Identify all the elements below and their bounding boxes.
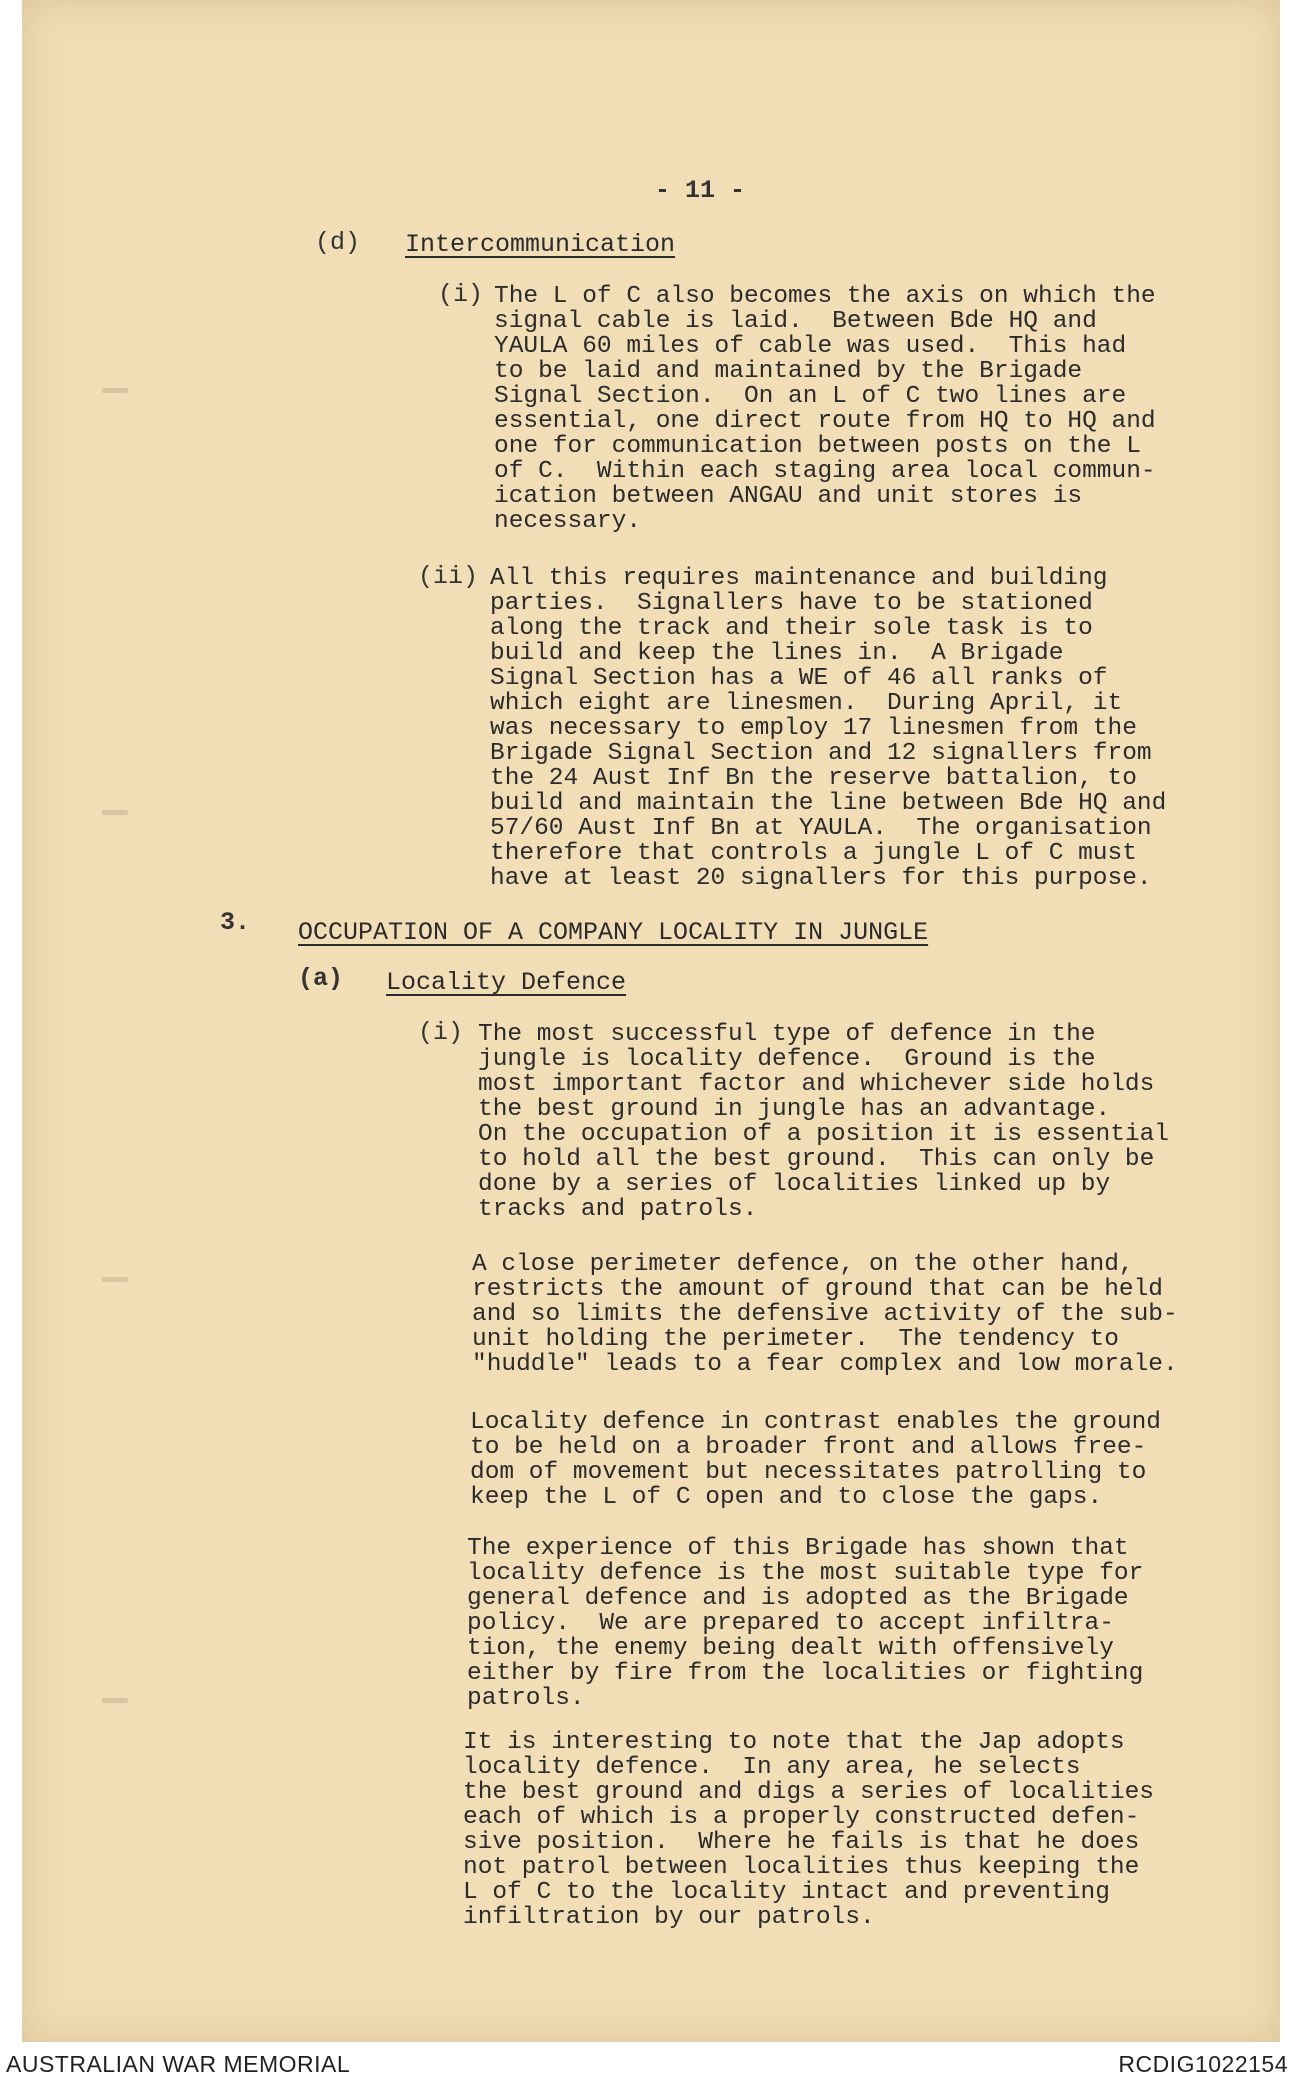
text-line: The most successful type of defence in the [478,1021,1096,1048]
punch-hole-mark [102,1698,128,1703]
text-line: A close perimeter defence, on the other hand, [472,1251,1134,1278]
section-3-heading: OCCUPATION OF A COMPANY LOCALITY IN JUNGLE [298,918,929,947]
text-line: therefore that controls a jungle L of C must [490,840,1137,867]
text-line: signal cable is laid. Between Bde HQ and [494,308,1097,335]
text-line: done by a series of localities linked up by [478,1171,1111,1198]
section-d-marker: (d) [315,228,361,257]
text-line: tion, the enemy being dealt with offensively [467,1635,1114,1662]
section-3-marker: 3. [220,908,251,937]
text-line: Locality defence in contrast enables the ground [470,1409,1162,1436]
para-d-ii-text [490,566,1166,891]
text-line: tracks and patrols. [478,1196,758,1223]
text-line: to hold all the best ground. This can only be [478,1146,1155,1173]
section-d-heading: Intercommunication [405,230,676,259]
para-a-i-marker: (i) [418,1018,464,1047]
text-line: The L of C also becomes the axis on which the [494,283,1156,310]
text-line: each of which is a properly constructed defen- [463,1804,1140,1831]
page-number: - 11 - [655,176,746,205]
text-line: build and keep the lines in. A Brigade [490,640,1064,667]
text-line: ication between ANGAU and unit stores is [494,483,1083,510]
footer-item-id: RCDIG1022154 [1118,2051,1288,2077]
footer-institution: AUSTRALIAN WAR MEMORIAL [6,2051,351,2077]
text-line: "huddle" leads to a fear complex and low morale. [472,1351,1178,1378]
text-line: and so limits the defensive activity of the sub- [472,1301,1178,1328]
paragraph-jap-locality [463,1730,1154,1930]
text-line: have at least 20 signallers for this purpose. [490,865,1152,892]
text-line: one for communication between posts on the L [494,433,1141,460]
text-line: was necessary to employ 17 linesmen from the [490,715,1137,742]
text-line: to be held on a broader front and allows free- [470,1434,1147,1461]
text-line: L of C to the locality intact and preventing [463,1879,1110,1906]
text-line: infiltration by our patrols. [463,1904,875,1931]
text-line: the best ground in jungle has an advantage. [478,1096,1111,1123]
text-line: restricts the amount of ground that can be held [472,1276,1164,1303]
para-d-i-marker: (i) [438,280,484,309]
text-line: All this requires maintenance and building [490,565,1108,592]
text-line: It is interesting to note that the Jap adopts [463,1729,1125,1756]
text-line: sive position. Where he fails is that he does [463,1829,1140,1856]
text-line: locality defence. In any area, he selects [463,1754,1081,1781]
text-line: build and maintain the line between Bde HQ and [490,790,1167,817]
text-line: locality defence is the most suitable type for [467,1560,1144,1587]
text-line: unit holding the perimeter. The tendency to [472,1326,1119,1353]
paragraph-perimeter [472,1252,1178,1377]
text-line: along the track and their sole task is to [490,615,1093,642]
text-line: Signal Section has a WE of 46 all ranks of [490,665,1108,692]
text-line: the best ground and digs a series of localities [463,1779,1155,1806]
paragraph-brigade-experience [467,1536,1143,1711]
text-line: jungle is locality defence. Ground is the [478,1046,1096,1073]
text-line: which eight are linesmen. During April, it [490,690,1123,717]
punch-hole-mark [102,1277,128,1282]
text-line: keep the L of C open and to close the gaps. [470,1484,1103,1511]
text-line: On the occupation of a position it is essential [478,1121,1170,1148]
text-line: most important factor and whichever side holds [478,1071,1155,1098]
text-line: general defence and is adopted as the Brigade [467,1585,1129,1612]
text-line: YAULA 60 miles of cable was used. This had [494,333,1127,360]
text-line: either by fire from the localities or fighting [467,1660,1144,1687]
text-line: Brigade Signal Section and 12 signallers from [490,740,1152,767]
text-line: dom of movement but necessitates patrolling to [470,1459,1147,1486]
text-line: patrols. [467,1685,585,1712]
paragraph-locality-contrast [470,1410,1161,1510]
section-a-marker: (a) [298,964,344,993]
text-line: parties. Signallers have to be stationed [490,590,1093,617]
text-line: of C. Within each staging area local commun- [494,458,1156,485]
archive-footer [0,2042,1294,2082]
para-d-i-text [494,284,1156,534]
text-line: policy. We are prepared to accept infiltra- [467,1610,1114,1637]
text-line: Signal Section. On an L of C two lines are [494,383,1127,410]
section-a-heading: Locality Defence [386,968,627,997]
text-line: The experience of this Brigade has shown that [467,1535,1129,1562]
text-line: not patrol between localities thus keeping the [463,1854,1140,1881]
text-line: the 24 Aust Inf Bn the reserve battalion, to [490,765,1137,792]
text-line: to be laid and maintained by the Brigade [494,358,1083,385]
punch-hole-mark [102,388,128,393]
text-line: 57/60 Aust Inf Bn at YAULA. The organisation [490,815,1152,842]
text-line: essential, one direct route from HQ to HQ and [494,408,1156,435]
para-d-ii-marker: (ii) [418,562,479,591]
text-line: necessary. [494,508,642,535]
punch-hole-mark [102,810,128,815]
para-a-i-text [478,1022,1169,1222]
